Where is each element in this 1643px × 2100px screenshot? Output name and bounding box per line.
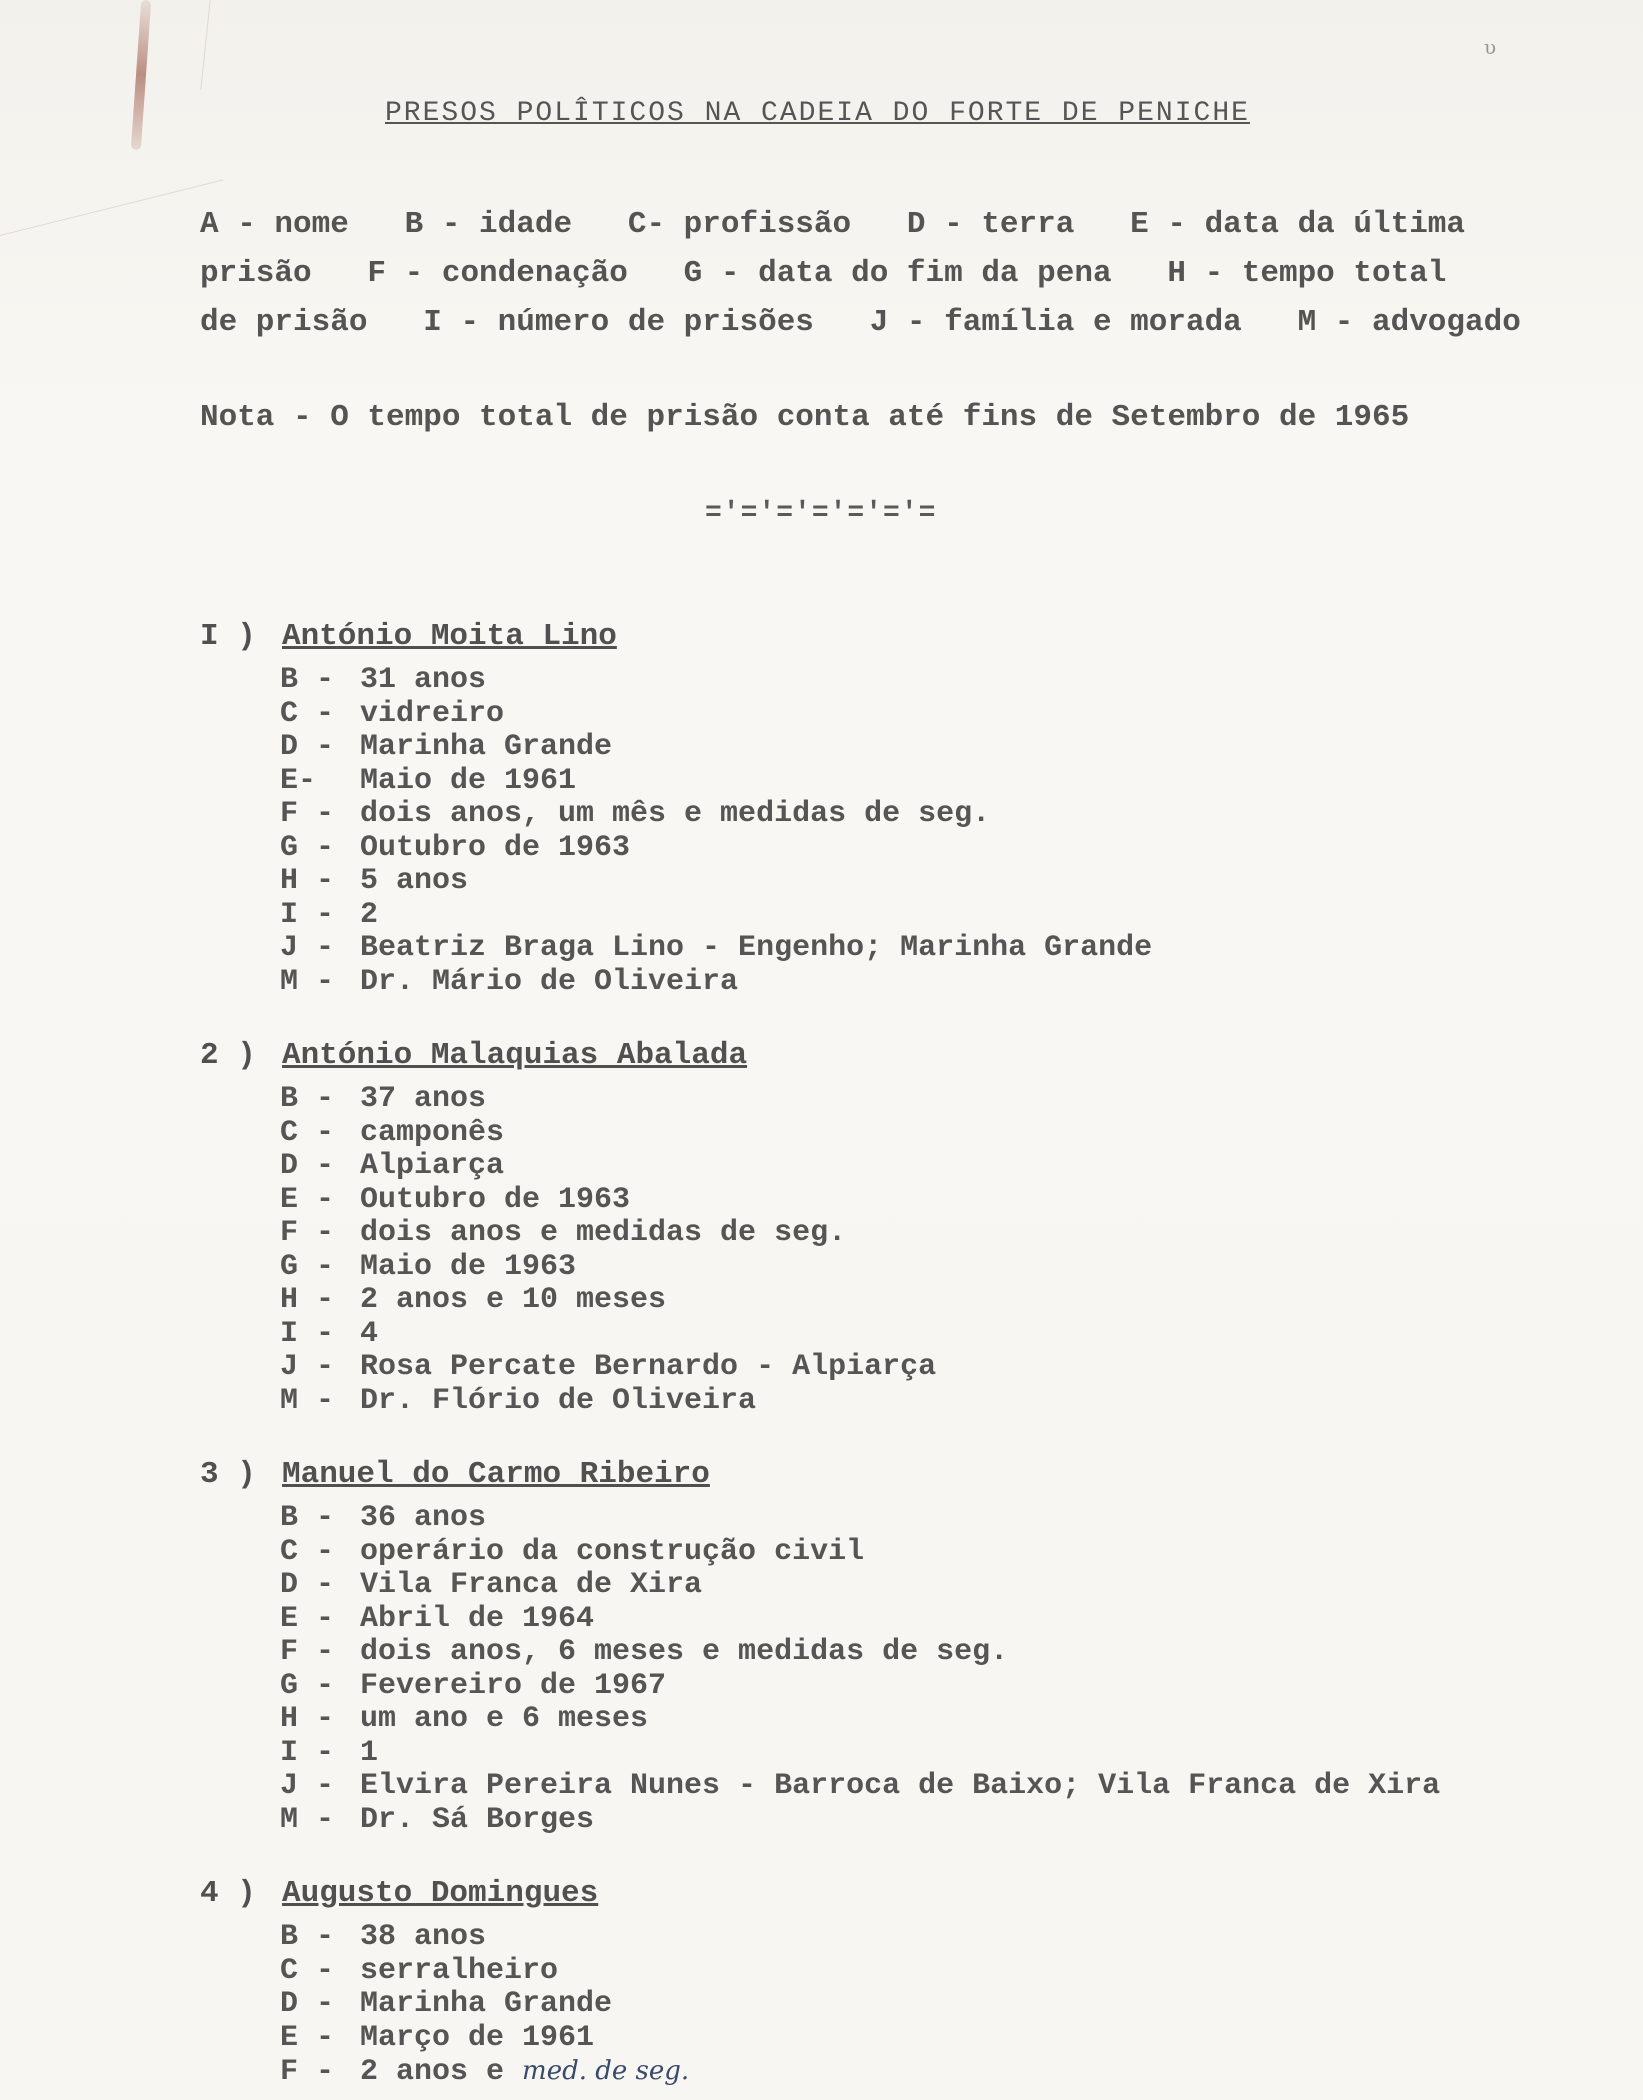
field-row — [280, 1117, 1620, 1151]
prisoner-name: Augusto Domingues — [282, 1876, 599, 1911]
field-row — [280, 1217, 1620, 1251]
field-value: Outubro de 1963 — [360, 830, 631, 865]
field-value: operário da construção civil — [360, 1534, 865, 1569]
field-code: I - — [280, 897, 335, 932]
field-row — [280, 1921, 1620, 1955]
field-row — [280, 1955, 1620, 1989]
field-value: 2 anos e 10 meses — [360, 1283, 667, 1317]
rust-stain — [131, 0, 151, 150]
field-value: 4 — [360, 1316, 379, 1351]
field-value: Alpiarça — [360, 1149, 505, 1183]
field-code: D - — [280, 730, 335, 764]
field-row — [280, 1770, 1620, 1804]
field-code: H - — [280, 864, 335, 898]
field-code: E - — [280, 2020, 335, 2055]
field-code: J - — [280, 1769, 335, 1803]
field-row — [280, 698, 1620, 732]
note-text: Nota - O tempo total de prisão conta até fins de Setembro de 1965 — [200, 400, 1410, 435]
margin-mark: υ — [1484, 35, 1497, 59]
legend-line: prisão F - condenação G - data do fim da pena H - tempo total — [200, 256, 1447, 291]
field-code: D - — [280, 1987, 335, 2021]
document-title: PRESOS POLÎTICOS NA CADEIA DO FORTE DE PENICHE — [385, 98, 1250, 129]
field-code: G - — [280, 1249, 335, 1284]
field-code: B - — [280, 663, 335, 697]
field-row — [280, 832, 1620, 866]
field-row — [280, 2055, 1620, 2089]
entry-number: I ) — [200, 619, 256, 654]
field-row — [280, 1737, 1620, 1771]
field-value: Elvira Pereira Nunes - Barroca de Baixo; Vila Franca de Xira — [360, 1769, 1441, 1803]
field-code: M - — [280, 1383, 335, 1418]
field-row — [280, 1569, 1620, 1603]
entry-number: 2 ) — [200, 1038, 256, 1073]
prisoner-name: António Malaquias Abalada — [282, 1038, 748, 1073]
field-value: 36 anos — [360, 1501, 487, 1535]
field-value: Abril de 1964 — [360, 1601, 595, 1636]
field-row — [280, 1536, 1620, 1570]
field-value: 38 anos — [360, 1920, 487, 1954]
field-row — [280, 1636, 1620, 1670]
field-value: Dr. Flório de Oliveira — [360, 1383, 757, 1418]
field-code: H - — [280, 1283, 335, 1317]
field-value: 2 — [360, 897, 379, 932]
field-value: dois anos, um mês e medidas de seg. — [360, 797, 991, 831]
paper-crease — [0, 179, 223, 236]
prisoner-entry — [200, 616, 1620, 999]
entry-header — [200, 1873, 1620, 1915]
field-value: Marinha Grande — [360, 1987, 613, 2021]
field-row — [280, 1150, 1620, 1184]
field-code: I - — [280, 1735, 335, 1770]
field-row — [280, 966, 1620, 1000]
field-row — [280, 1351, 1620, 1385]
field-value: um ano e 6 meses — [360, 1702, 649, 1736]
field-row — [280, 731, 1620, 765]
field-row — [280, 1251, 1620, 1285]
field-value: 5 anos — [360, 864, 469, 898]
field-code: F - — [280, 2055, 335, 2089]
field-value: Marinha Grande — [360, 730, 613, 764]
legend-line: A - nome B - idade C- profissão D - terra E - data da última — [200, 207, 1466, 242]
prisoner-entry — [200, 1873, 1620, 2089]
field-value: camponês — [360, 1115, 505, 1150]
field-row — [280, 1988, 1620, 2022]
entry-fields — [280, 664, 1620, 999]
field-code: I - — [280, 1316, 335, 1351]
field-value: Vila Franca de Xira — [360, 1568, 703, 1602]
field-row — [280, 1318, 1620, 1352]
entry-header — [200, 1454, 1620, 1496]
field-row — [280, 798, 1620, 832]
field-value: 31 anos — [360, 663, 487, 697]
field-row — [280, 1385, 1620, 1419]
field-code: G - — [280, 830, 335, 865]
entry-number: 3 ) — [200, 1457, 256, 1492]
section-divider: ='='='='='='= — [705, 498, 937, 529]
entry-header — [200, 616, 1620, 658]
field-code: F - — [280, 797, 335, 831]
field-code: J - — [280, 931, 335, 965]
field-row — [280, 1083, 1620, 1117]
field-code: C - — [280, 696, 335, 731]
field-code: M - — [280, 1802, 335, 1837]
entry-fields — [280, 1502, 1620, 1837]
field-value: 2 anos e — [360, 2055, 505, 2089]
field-code: C - — [280, 1534, 335, 1569]
prisoner-entry — [200, 1035, 1620, 1418]
field-value: 1 — [360, 1735, 379, 1770]
prisoner-name: António Moita Lino — [282, 619, 617, 654]
field-row — [280, 899, 1620, 933]
entry-fields — [280, 1083, 1620, 1418]
field-code: E - — [280, 1601, 335, 1636]
field-row — [280, 1703, 1620, 1737]
field-value: dois anos, 6 meses e medidas de seg. — [360, 1635, 1009, 1669]
field-code: M - — [280, 964, 335, 999]
field-row — [280, 1184, 1620, 1218]
field-value: dois anos e medidas de seg. — [360, 1216, 847, 1250]
entry-fields — [280, 1921, 1620, 2089]
handwritten-annotation: med. de seg. — [522, 2056, 690, 2086]
prisoner-name: Manuel do Carmo Ribeiro — [282, 1457, 710, 1492]
field-code: D - — [280, 1568, 335, 1602]
prisoner-entry — [200, 1454, 1620, 1837]
paper-crease — [200, 0, 210, 90]
entry-header — [200, 1035, 1620, 1077]
field-value: Beatriz Braga Lino - Engenho; Marinha Grande — [360, 931, 1153, 965]
field-value: Maio de 1961 — [360, 763, 577, 798]
field-code: F - — [280, 1635, 335, 1669]
field-code: C - — [280, 1953, 335, 1988]
field-value: vidreiro — [360, 696, 505, 731]
field-value: Março de 1961 — [360, 2020, 595, 2055]
field-code: D - — [280, 1149, 335, 1183]
field-value: Maio de 1963 — [360, 1249, 577, 1284]
field-value: Dr. Mário de Oliveira — [360, 964, 739, 999]
field-value: serralheiro — [360, 1953, 559, 1988]
field-code: E- — [280, 763, 317, 798]
field-row — [280, 664, 1620, 698]
field-value: Outubro de 1963 — [360, 1182, 631, 1217]
field-value: Rosa Percate Bernardo - Alpiarça — [360, 1350, 937, 1384]
legend-line: de prisão I - número de prisões J - família e morada M - advogado — [200, 305, 1521, 340]
field-row — [280, 765, 1620, 799]
field-value: 37 anos — [360, 1082, 487, 1116]
field-row — [280, 1502, 1620, 1536]
field-legend — [200, 200, 1640, 347]
field-row — [280, 1603, 1620, 1637]
field-row — [280, 1284, 1620, 1318]
field-code: J - — [280, 1350, 335, 1384]
field-row — [280, 1670, 1620, 1704]
field-row — [280, 1804, 1620, 1838]
field-row — [280, 932, 1620, 966]
field-code: B - — [280, 1501, 335, 1535]
field-code: F - — [280, 1216, 335, 1250]
field-code: B - — [280, 1082, 335, 1116]
field-row — [280, 865, 1620, 899]
field-code: G - — [280, 1668, 335, 1703]
field-code: E - — [280, 1182, 335, 1217]
field-code: H - — [280, 1702, 335, 1736]
field-value: Dr. Sá Borges — [360, 1802, 595, 1837]
field-value: Fevereiro de 1967 — [360, 1668, 667, 1703]
field-code: B - — [280, 1920, 335, 1954]
field-code: C - — [280, 1115, 335, 1150]
entry-number: 4 ) — [200, 1876, 256, 1911]
field-row — [280, 2022, 1620, 2056]
